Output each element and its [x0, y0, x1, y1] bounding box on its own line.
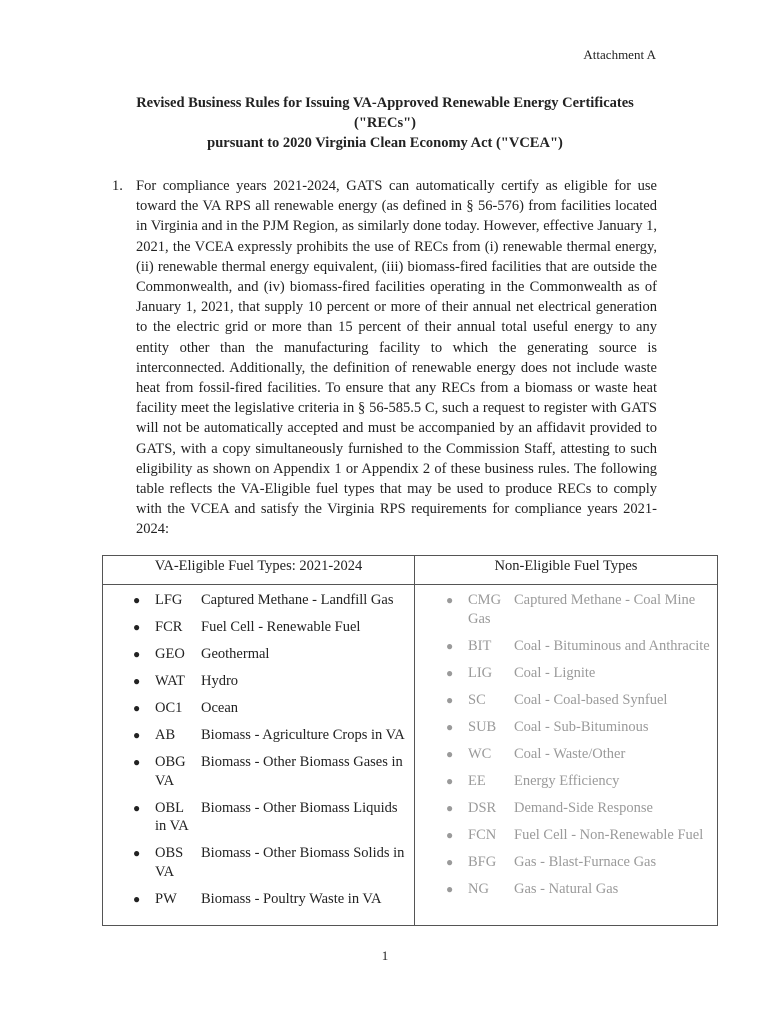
noneligible-column	[415, 585, 718, 926]
fuel-code: CMG	[468, 592, 502, 608]
bullet-icon: ●	[133, 755, 141, 769]
fuel-description: Coal - Sub-Bituminous	[514, 718, 649, 735]
fuel-type-item	[415, 826, 717, 845]
bullet-icon: ●	[446, 881, 454, 896]
title-line-3: pursuant to 2020 Virginia Clean Economy Act ("VCEA")	[207, 135, 563, 151]
bullet-icon: ●	[446, 827, 454, 842]
fuel-description: Coal - Lignite	[514, 664, 596, 681]
bullet-icon: ●	[133, 891, 141, 906]
fuel-type-item	[103, 591, 414, 610]
fuel-type-item	[103, 844, 414, 881]
fuel-type-item	[415, 691, 717, 710]
eligible-column	[103, 585, 415, 926]
fuel-type-item	[103, 890, 414, 909]
bullet-icon: ●	[446, 638, 454, 653]
fuel-code: BFG	[468, 853, 497, 870]
fuel-description: Fuel Cell - Renewable Fuel	[201, 619, 361, 635]
fuel-code: LFG	[155, 592, 183, 608]
fuel-code: AB	[155, 727, 176, 743]
fuel-description: Biomass - Poultry Waste in VA	[201, 890, 382, 907]
attachment-label: Attachment A	[583, 47, 656, 62]
bullet-icon: ●	[133, 593, 141, 607]
bullet-icon: ●	[133, 728, 141, 742]
fuel-code: NG	[468, 880, 489, 897]
eligible-header: VA-Eligible Fuel Types: 2021-2024	[103, 556, 415, 585]
fuel-description: Biomass - Other Biomass Solids in VA	[155, 845, 405, 880]
bullet-icon: ●	[446, 593, 454, 607]
fuel-code: BIT	[468, 637, 492, 654]
fuel-description: Coal - Coal-based Synfuel	[514, 691, 668, 708]
fuel-description: Geothermal	[201, 646, 270, 662]
document-title	[0, 93, 770, 153]
fuel-code: OBL	[155, 799, 184, 816]
fuel-type-item	[415, 664, 717, 683]
fuel-code: FCN	[468, 826, 497, 843]
fuel-type-item	[103, 753, 414, 790]
fuel-code: GEO	[155, 646, 185, 662]
title-line-1: Revised Business Rules for Issuing VA-Approved Renewable Energy Certificates	[136, 95, 634, 111]
fuel-code: SUB	[468, 718, 497, 735]
fuel-code: WC	[468, 745, 492, 762]
bullet-icon: ●	[446, 692, 454, 707]
bullet-icon: ●	[133, 701, 141, 715]
bullet-icon: ●	[446, 719, 454, 734]
fuel-description: Hydro	[201, 673, 239, 689]
fuel-code: LIG	[468, 664, 493, 681]
bullet-icon: ●	[133, 620, 141, 634]
fuel-code: EE	[468, 772, 486, 789]
fuel-description: Ocean	[201, 700, 239, 716]
fuel-description: Captured Methane - Coal Mine Gas	[468, 592, 696, 627]
fuel-code: OBG	[155, 754, 186, 770]
fuel-code: WAT	[155, 673, 185, 689]
fuel-code: DSR	[468, 799, 497, 816]
bullet-icon: ●	[446, 773, 454, 788]
fuel-type-item	[103, 645, 414, 664]
fuel-description: Captured Methane - Landfill Gas	[201, 592, 394, 608]
fuel-type-item	[415, 880, 717, 899]
fuel-code: SC	[468, 691, 486, 708]
fuel-description: Gas - Blast-Furnace Gas	[514, 853, 657, 870]
fuel-type-item	[415, 637, 717, 656]
fuel-type-item	[415, 799, 717, 818]
item-number: 1.	[112, 178, 123, 194]
fuel-description: Coal - Bituminous and Anthracite	[514, 637, 710, 654]
title-line-2: ("RECs")	[353, 115, 416, 131]
fuel-description: Coal - Waste/Other	[514, 745, 626, 762]
fuel-code: OC1	[155, 700, 183, 716]
fuel-description: Demand-Side Response	[514, 799, 653, 816]
fuel-description: Gas - Natural Gas	[514, 880, 619, 897]
noneligible-list	[415, 591, 717, 898]
bullet-icon: ●	[133, 674, 141, 688]
bullet-icon: ●	[446, 854, 454, 869]
bullet-icon: ●	[446, 800, 454, 815]
table-header-row	[103, 556, 718, 585]
bullet-icon: ●	[133, 846, 141, 860]
bullet-icon: ●	[133, 647, 141, 661]
fuel-types-table	[102, 555, 718, 926]
fuel-type-item	[415, 853, 717, 872]
item-paragraph: For compliance years 2021-2024, GATS can automatically certify as eligible for use toward the VA RPS all renewable energy (as defined in § 56-576) from facilities located in Virginia and in the PJM Region, as similarly done today. However, effective January 1, 2021, the VCEA expressly prohibits the use of RECs from (i) renewable thermal energy, (ii) renewable thermal energy equivalent, (iii) biomass-fired facilities that are outside the Commonwealth, and (iv) biomass-fired facilities operating in the Commonwealth as of January 1, 2021, that supply 10 percent or more of their annual net electrical generation to the electric grid or more than 15 percent of their annual total useful energy to any entity other than the manufacturing facility to which the generating source is interconnected. Additionally, the definition of renewable energy does not include waste heat from fossil-fired facilities. To ensure that any RECs from a biomass or waste heat facility meet the legislative criteria in § 56-585.5 C, such a request to register with GATS will not be automatically accepted and must be accompanied by an affidavit provided to GATS, with a copy simultaneously furnished to the Commission Staff, attesting to such eligibility as shown on Appendix 1 or Appendix 2 of these business rules. The following table reflects the VA-Eligible fuel types that may be used to produce RECs to comply with the VCEA and satisfy the Virginia RPS requirements for compliance years 2021-2024:	[136, 178, 657, 538]
fuel-code: FCR	[155, 619, 183, 635]
fuel-description: Fuel Cell - Non-Renewable Fuel	[514, 826, 704, 843]
fuel-type-item	[415, 591, 717, 628]
fuel-description: Biomass - Other Biomass Gases in VA	[155, 754, 403, 789]
noneligible-header: Non-Eligible Fuel Types	[415, 556, 718, 585]
eligible-list	[103, 591, 414, 908]
table-body-row	[103, 585, 718, 926]
fuel-code: OBS	[155, 845, 184, 861]
fuel-description: Energy Efficiency	[514, 772, 620, 789]
fuel-type-item	[103, 799, 414, 836]
fuel-type-item	[103, 672, 414, 691]
bullet-icon: ●	[446, 746, 454, 761]
fuel-type-item	[415, 718, 717, 737]
page-number: 1	[381, 948, 389, 963]
fuel-description: Biomass - Other Biomass Liquids in VA	[155, 799, 398, 834]
fuel-type-item	[103, 726, 414, 745]
fuel-type-item	[415, 772, 717, 791]
fuel-code: PW	[155, 890, 177, 907]
fuel-type-item	[103, 699, 414, 718]
bullet-icon: ●	[446, 665, 454, 680]
fuel-description: Biomass - Agriculture Crops in VA	[201, 727, 405, 743]
bullet-icon: ●	[133, 800, 141, 815]
fuel-type-item	[415, 745, 717, 764]
fuel-type-item	[103, 618, 414, 637]
